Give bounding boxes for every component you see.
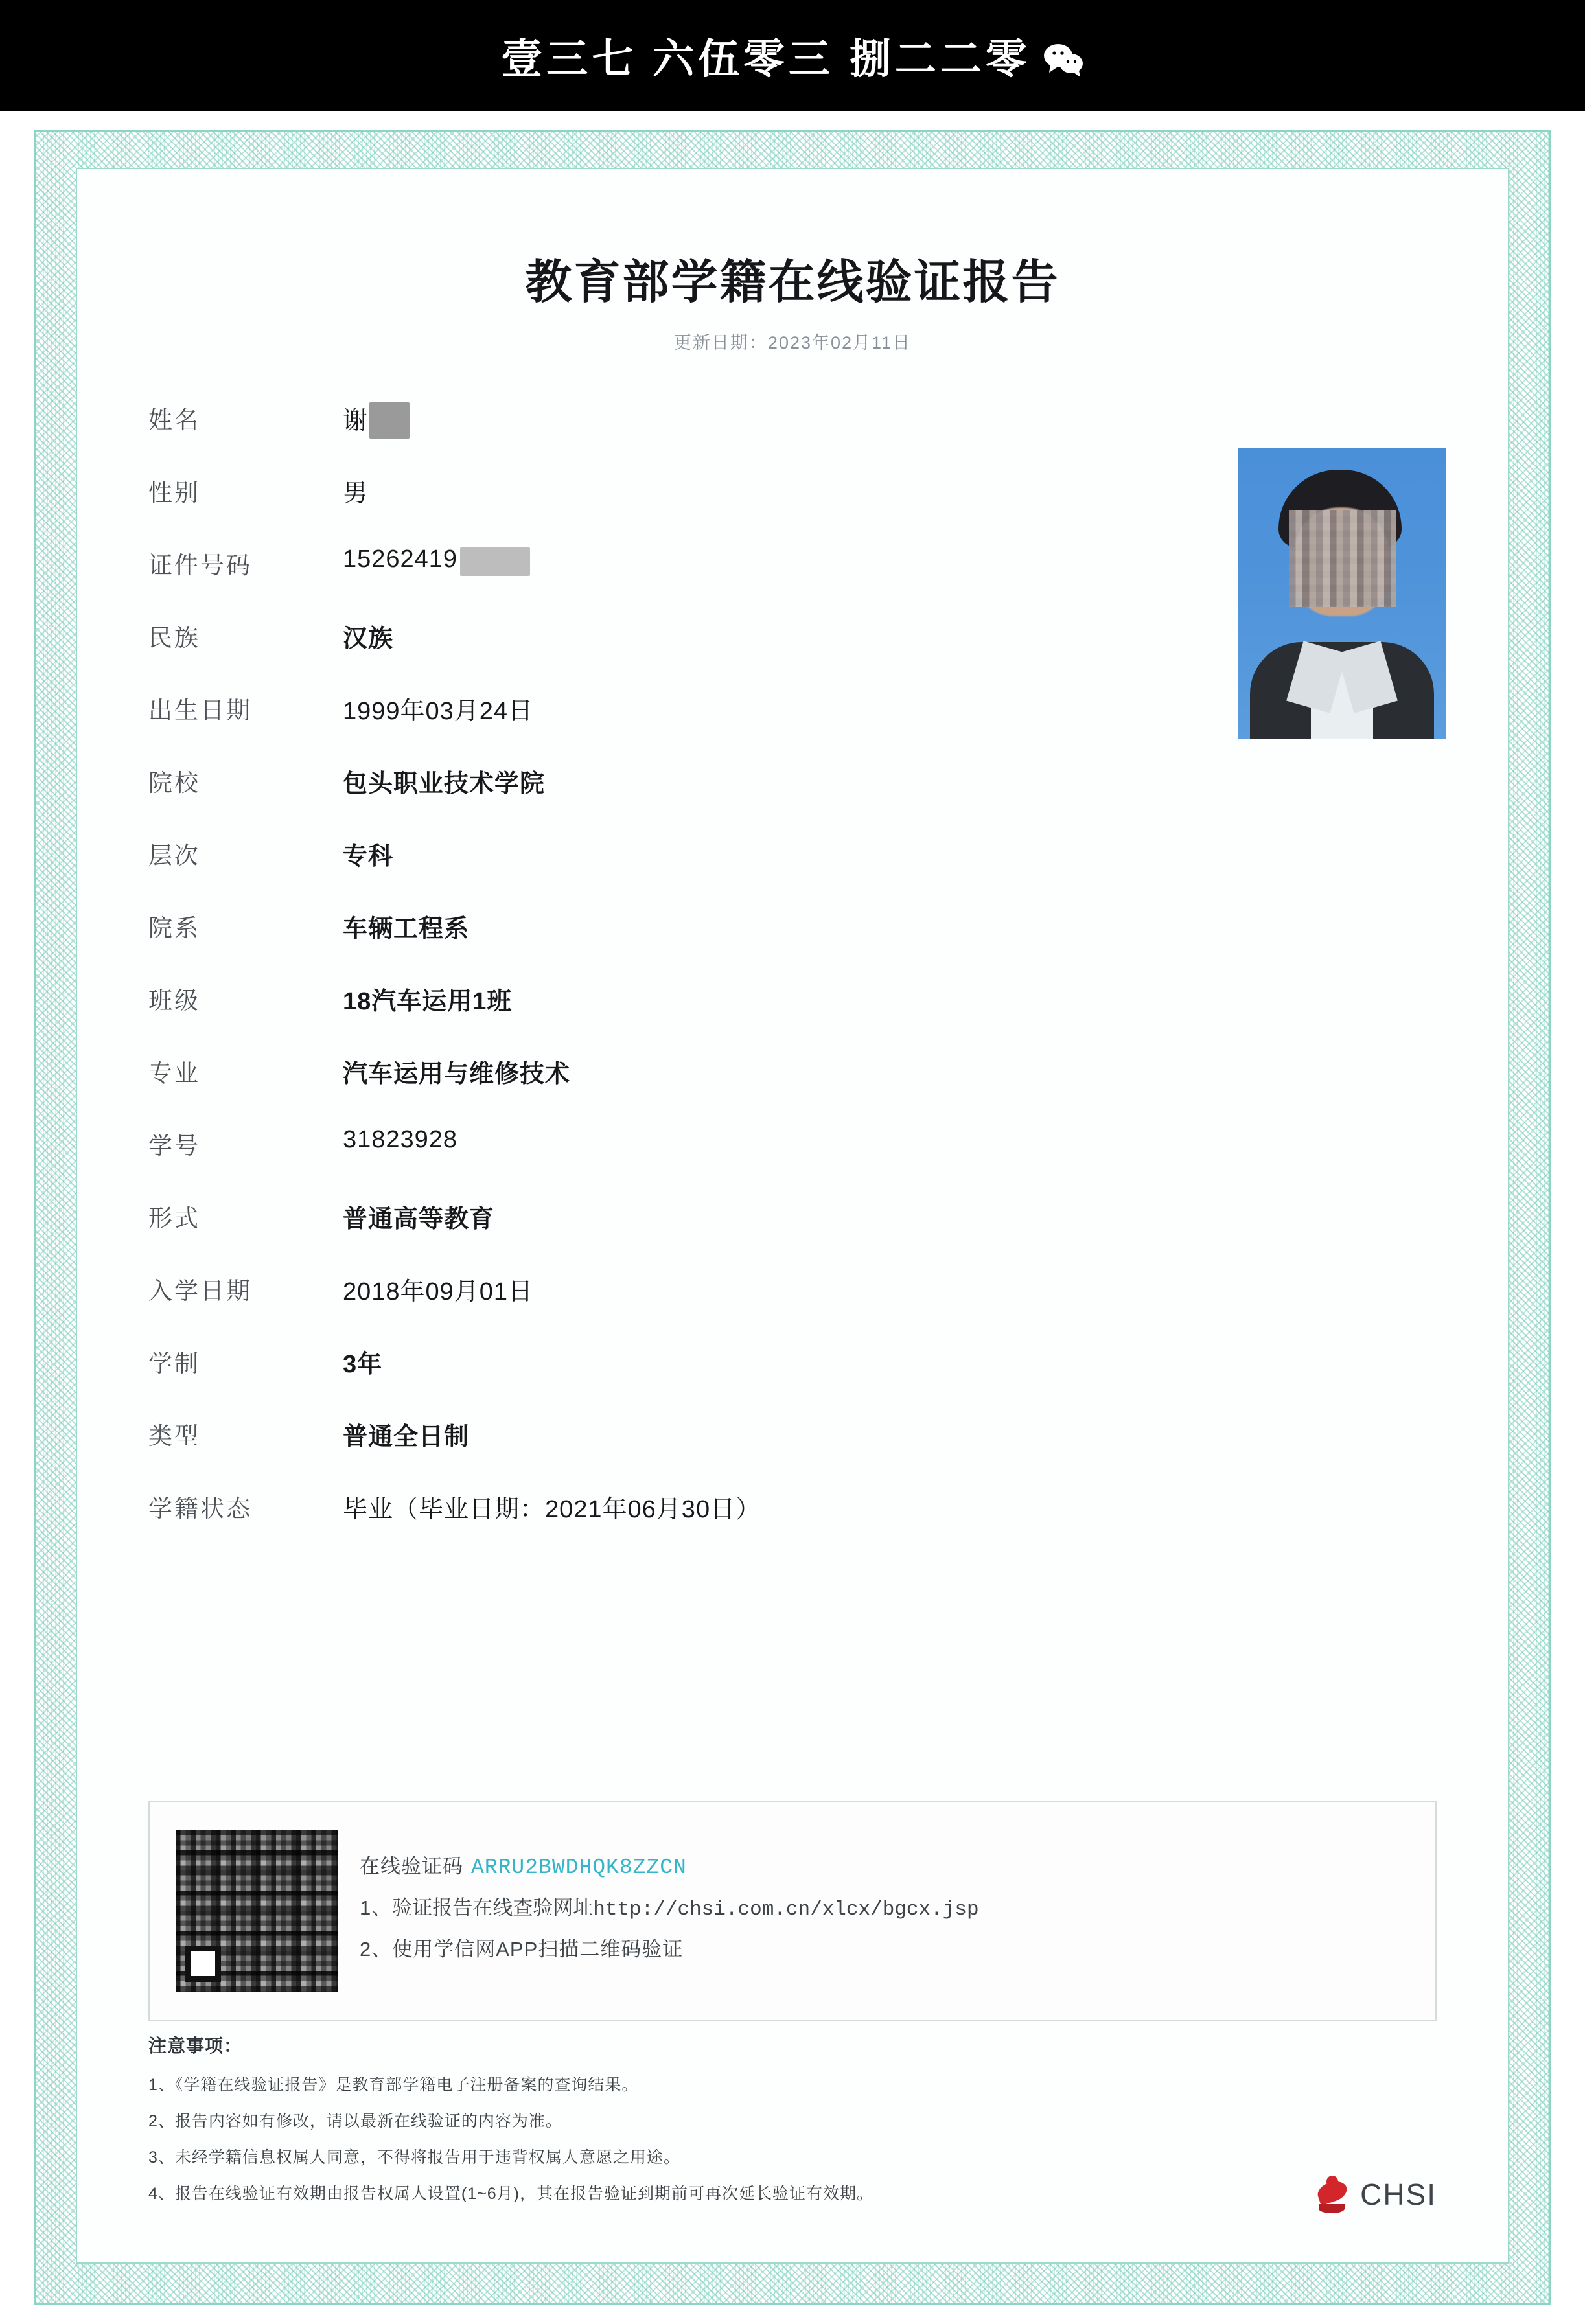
- field-row: [148, 1271, 1437, 1344]
- field-label-form: 形式: [148, 1205, 200, 1232]
- note-item: 2、报告内容如有修改，请以最新在线验证的内容为准。: [148, 2112, 562, 2130]
- field-row: [148, 763, 1437, 836]
- field-label-student-id: 学号: [148, 1133, 200, 1159]
- certificate-page: [0, 111, 1585, 2324]
- verification-app-index: 2、: [360, 1937, 393, 1961]
- field-value-birthdate: 1999年03月24日: [343, 698, 534, 725]
- field-value-name-text: 谢: [343, 408, 369, 435]
- field-value-name: [343, 400, 410, 441]
- field-row: [148, 836, 1437, 908]
- verification-code-row: [360, 1850, 1416, 1880]
- field-row: [148, 400, 1437, 473]
- field-value-form: 普通高等教育: [343, 1206, 495, 1233]
- field-value-gender: 男: [343, 480, 369, 507]
- wechat-icon: [1043, 41, 1084, 81]
- field-row: [148, 981, 1437, 1053]
- field-row: [148, 1199, 1437, 1271]
- field-row: [148, 1344, 1437, 1416]
- field-value-id-number: [343, 546, 530, 575]
- field-value-status: 毕业（毕业日期：2021年06月30日）: [343, 1496, 761, 1523]
- note-item: 3、未经学籍信息权属人同意，不得将报告用于违背权属人意愿之用途。: [148, 2148, 680, 2167]
- chsi-logo-text: CHSI: [1360, 2178, 1437, 2211]
- update-date: 更新日期：2023年02月11日: [673, 333, 912, 352]
- field-label-level: 层次: [148, 842, 200, 869]
- field-row: [148, 908, 1437, 981]
- field-row: [148, 1053, 1437, 1126]
- redaction-block-name: [369, 402, 410, 439]
- verification-box: [148, 1801, 1437, 2021]
- redaction-block-id-number: [460, 547, 530, 576]
- field-row: [148, 1126, 1437, 1199]
- field-label-name: 姓名: [148, 407, 200, 433]
- verification-url-row: [360, 1891, 1416, 1921]
- verification-lines: [360, 1850, 1435, 1973]
- field-row: [148, 546, 1437, 618]
- field-label-gender: 性别: [148, 479, 200, 506]
- guilloche-border-inner: [76, 168, 1509, 2264]
- field-value-id-number-text: 15262419: [343, 546, 458, 573]
- field-value-department: 车辆工程系: [343, 915, 470, 943]
- verification-app-row: [360, 1933, 1416, 1962]
- field-value-enrollment-date: 2018年09月01日: [343, 1278, 534, 1306]
- notes-section: [148, 2032, 1437, 2217]
- field-row: [148, 473, 1437, 546]
- guilloche-border-outer: [34, 130, 1551, 2305]
- verification-url-text[interactable]: 验证报告在线查验网址http://chsi.com.cn/xlcx/bgcx.jsp: [392, 1898, 979, 1921]
- field-row: [148, 1416, 1437, 1489]
- field-value-ethnicity: 汉族: [343, 625, 394, 652]
- notes-title: 注意事项：: [148, 2036, 243, 2056]
- field-row: [148, 691, 1437, 763]
- field-value-class: 18汽车运用1班: [343, 988, 513, 1015]
- field-row: [148, 1489, 1437, 1561]
- field-value-duration: 3年: [343, 1351, 383, 1378]
- verification-app-text: 使用学信网APP扫描二维码验证: [392, 1937, 684, 1961]
- field-label-birthdate: 出生日期: [148, 697, 252, 724]
- field-label-school: 院校: [148, 770, 200, 796]
- field-value-major: 汽车运用与维修技术: [343, 1061, 571, 1088]
- qr-code[interactable]: [176, 1830, 338, 1992]
- note-item: 4、报告在线验证有效期由报告权属人设置(1~6月)，其在报告验证到期前可再次延长验证有效期。: [148, 2185, 873, 2203]
- chsi-logo: [1313, 2174, 1437, 2215]
- field-value-school: 包头职业技术学院: [343, 770, 546, 798]
- field-label-ethnicity: 民族: [148, 625, 200, 651]
- field-label-major: 专业: [148, 1060, 200, 1087]
- field-label-duration: 学制: [148, 1350, 200, 1377]
- field-label-id-number: 证件号码: [148, 552, 252, 579]
- note-item: 1、《学籍在线验证报告》是教育部学籍电子注册备案的查询结果。: [148, 2076, 639, 2094]
- page-title: 教育部学籍在线验证报告: [525, 257, 1060, 308]
- student-info-list: [148, 400, 1437, 1561]
- field-label-type: 类型: [148, 1423, 200, 1449]
- banner-text: 壹三七 六伍零三 捌二二零: [501, 36, 1031, 82]
- field-value-student-id: 31823928: [343, 1126, 458, 1153]
- top-banner: [0, 0, 1585, 111]
- field-label-class: 班级: [148, 987, 200, 1014]
- verification-code-label: 在线验证码: [360, 1854, 463, 1878]
- field-value-type: 普通全日制: [343, 1423, 470, 1451]
- field-label-status: 学籍状态: [148, 1495, 252, 1522]
- verification-url-index: 1、: [360, 1896, 393, 1919]
- chsi-bird-icon: [1313, 2174, 1354, 2215]
- field-label-department: 院系: [148, 915, 200, 941]
- field-value-level: 专科: [343, 843, 394, 870]
- field-label-enrollment-date: 入学日期: [148, 1278, 252, 1304]
- field-row: [148, 618, 1437, 691]
- verification-code-value: ARRU2BWDHQK8ZZCN: [471, 1855, 687, 1880]
